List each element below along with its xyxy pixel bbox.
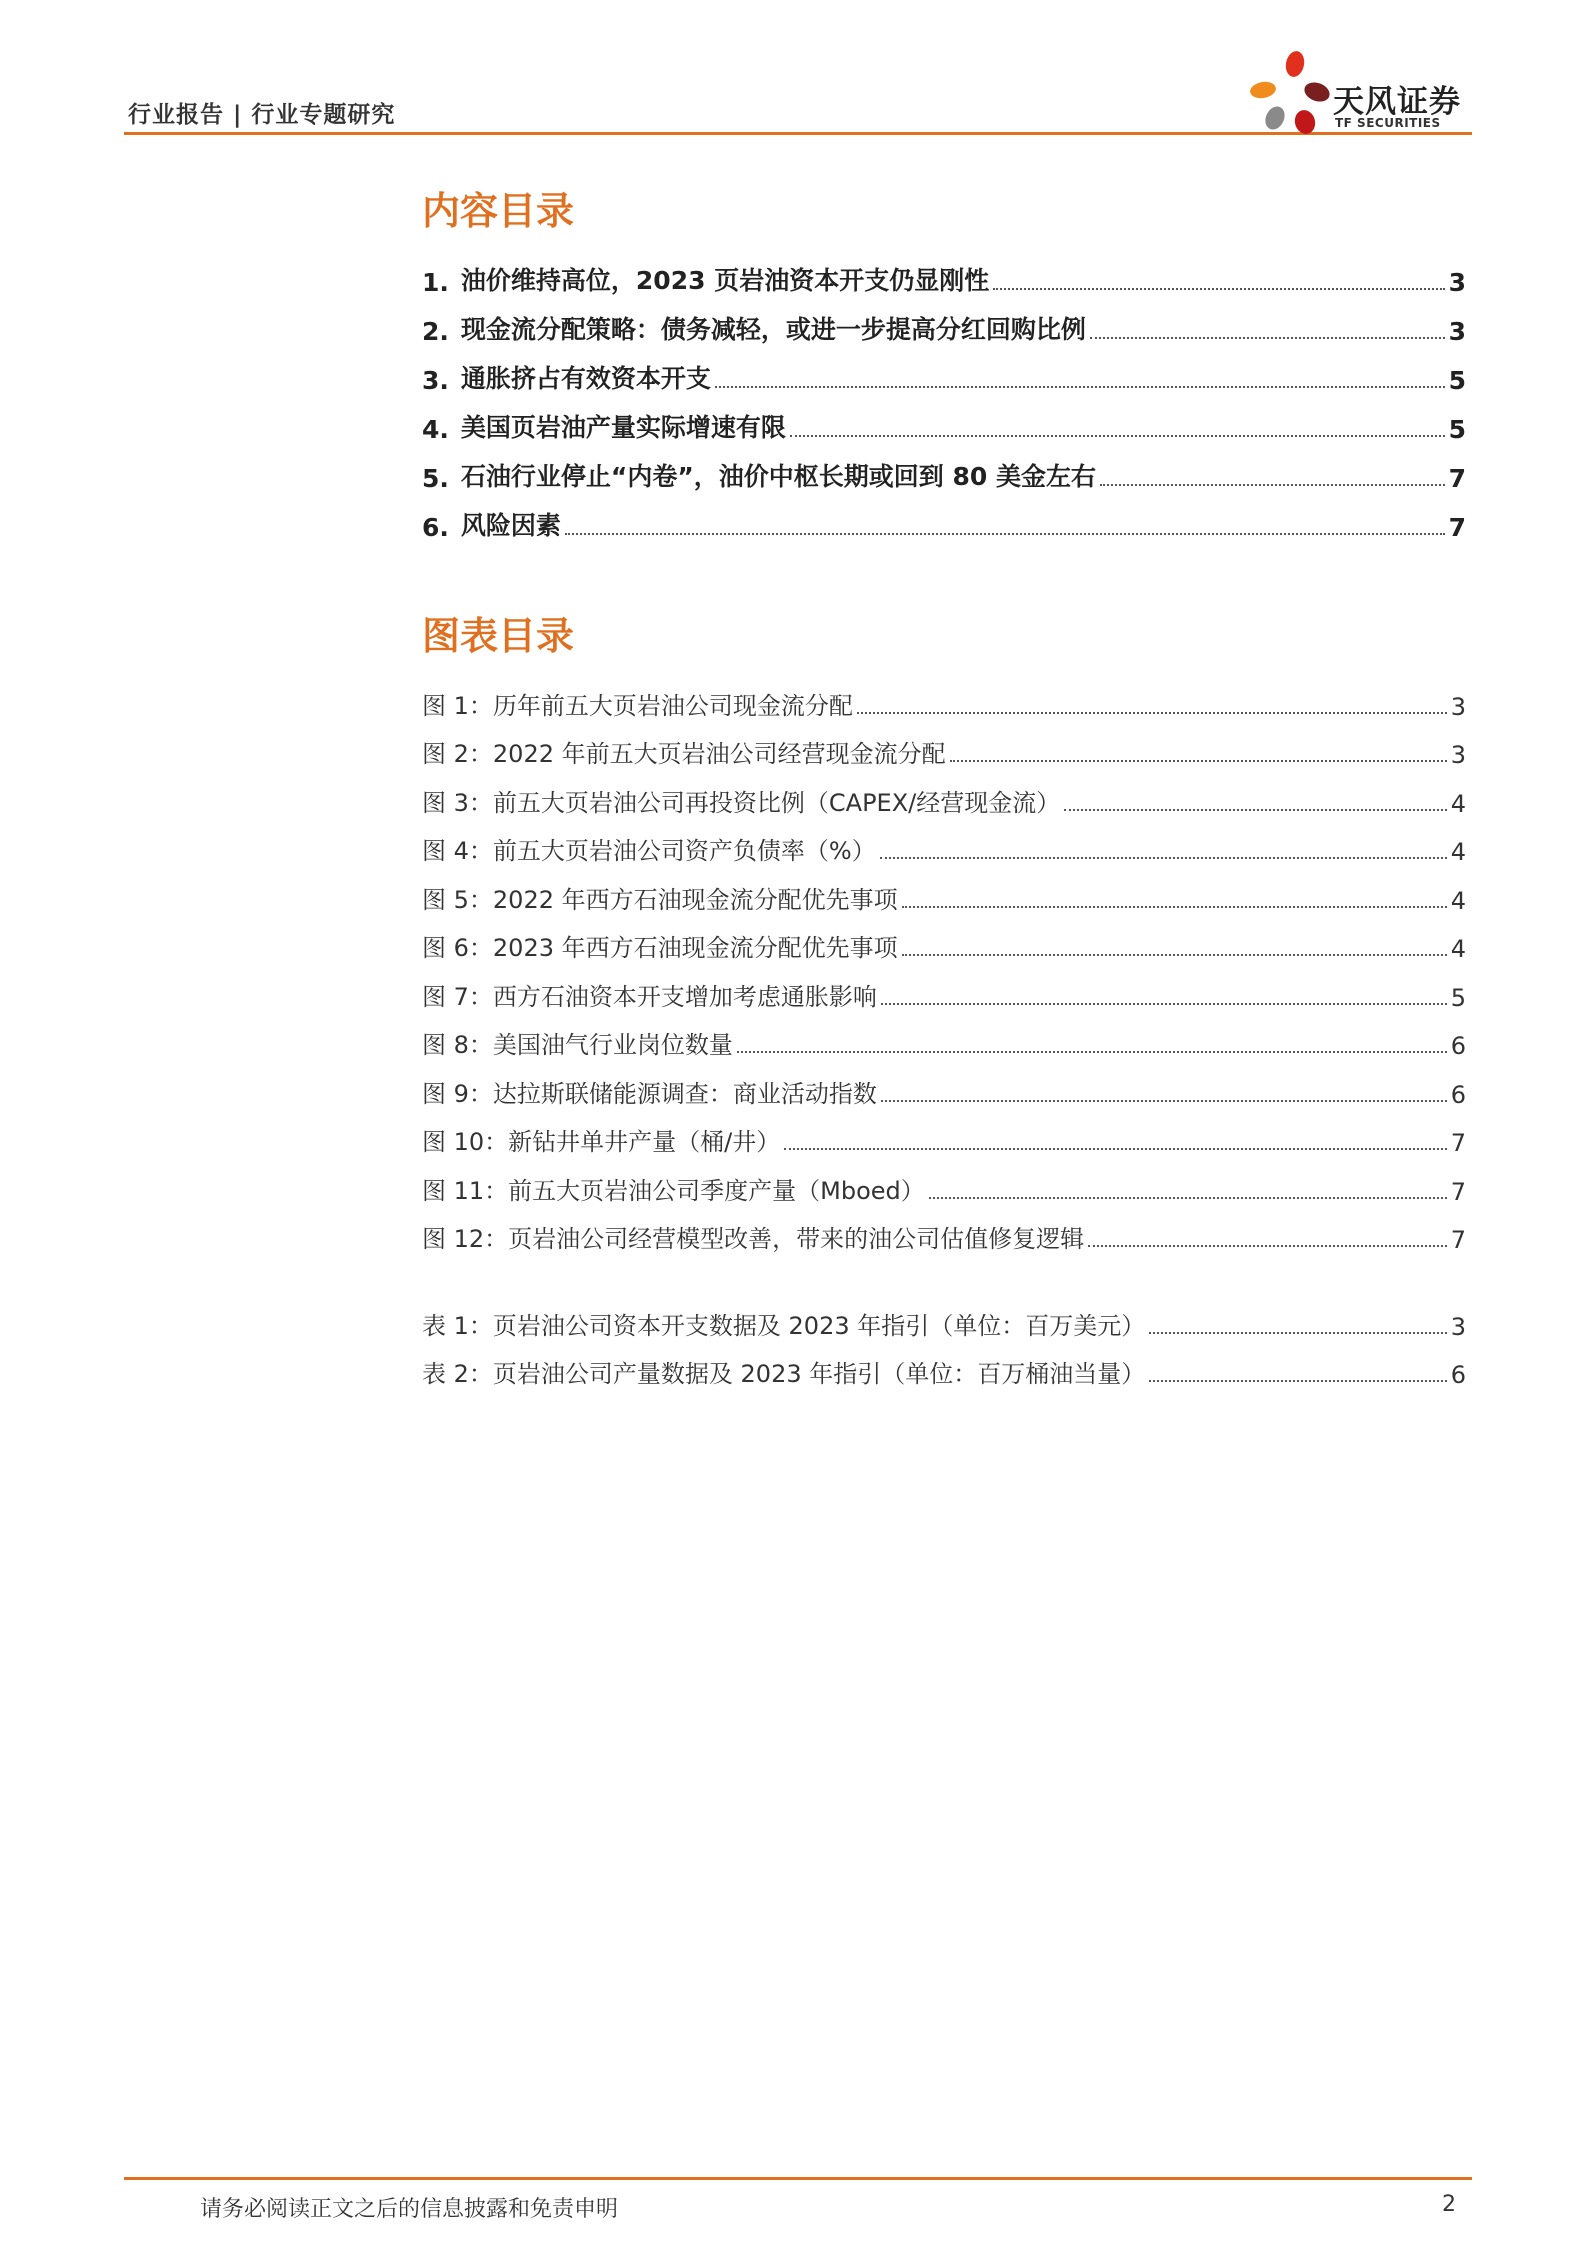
figure-entry-leader-dots [881, 1100, 1447, 1102]
footer-disclaimer: 请务必阅读正文之后的信息披露和免责申明 [200, 2197, 619, 2222]
figure-entry[interactable] [422, 915, 1466, 964]
toc-entry-page-number: 5 [1448, 366, 1466, 395]
company-logo [1245, 48, 1480, 140]
figure-entry-leader-dots [902, 954, 1447, 956]
figure-entry-page-number: 5 [1450, 983, 1466, 1012]
figure-entry-leader-dots [1088, 1245, 1447, 1247]
figure-entry-page-number: 7 [1450, 1226, 1466, 1254]
toc-entry-page-number: 7 [1448, 513, 1466, 542]
logo-petal-top [1283, 49, 1306, 78]
toc-entry-page-number: 3 [1448, 268, 1466, 297]
figure-entry-number: 图 3： [422, 788, 493, 817]
table-entry-page-number: 3 [1450, 1312, 1466, 1341]
figure-entry-number: 图 2： [422, 740, 493, 768]
logo-english-name: TF SECURITIES [1335, 116, 1441, 130]
figure-entry-title: 前五大页岩油公司资产负债率（%） [492, 837, 876, 865]
figure-entry[interactable] [422, 1109, 1466, 1158]
table-entry[interactable] [422, 1292, 1466, 1341]
table-entry-page-number: 6 [1450, 1361, 1466, 1389]
figure-entry-title: 美国油气行业岗位数量 [492, 1031, 733, 1059]
logo-petal-bottom-right [1292, 108, 1318, 136]
toc-entry-leader-dots [993, 288, 1444, 290]
figure-entry-leader-dots [880, 857, 1447, 859]
figure-entry-page-number: 7 [1450, 1129, 1466, 1157]
figure-entry-title: 2022 年西方石油现金流分配优先事项 [492, 885, 898, 914]
toc-entry[interactable] [422, 297, 1466, 346]
figure-entry-leader-dots [881, 1003, 1447, 1005]
figure-entry-title: 2023 年西方石油现金流分配优先事项 [492, 934, 898, 962]
toc-entry-title: 通胀挤占有效资本开支 [460, 364, 711, 393]
toc-entry-leader-dots [790, 435, 1445, 437]
toc-list [422, 248, 1466, 542]
toc-entry-number: 2. [422, 317, 449, 346]
figure-entry-page-number: 4 [1450, 789, 1466, 818]
figure-entry-title: 前五大页岩油公司再投资比例（CAPEX/经营现金流） [492, 788, 1061, 817]
table-entry-title: 页岩油公司产量数据及 2023 年指引（单位：百万桶油当量） [492, 1360, 1146, 1388]
logo-petal-bottom-left [1262, 103, 1288, 132]
figure-entry[interactable] [422, 1012, 1466, 1061]
figure-entry-number: 图 8： [422, 1031, 493, 1059]
figure-index-list [422, 672, 1466, 1254]
toc-entry-number: 5. [422, 464, 449, 493]
figure-entry[interactable] [422, 1157, 1466, 1206]
figure-entry-leader-dots [737, 1051, 1447, 1053]
figure-entry-title: 前五大页岩油公司季度产量（Mboed） [508, 1176, 925, 1205]
figure-entry-title: 新钻井单井产量（桶/井） [508, 1128, 781, 1156]
figure-entry[interactable] [422, 672, 1466, 721]
figure-entry[interactable] [422, 963, 1466, 1012]
figure-entry-title: 页岩油公司经营模型改善，带来的油公司估值修复逻辑 [508, 1225, 1085, 1253]
figure-index-title: 图表目录 [422, 614, 575, 658]
logo-petal-right [1302, 79, 1333, 105]
toc-entry-title: 美国页岩油产量实际增速有限 [460, 413, 786, 442]
toc-entry-number: 4. [422, 415, 449, 444]
figure-entry-number: 图 12： [422, 1225, 509, 1253]
figure-entry-page-number: 4 [1450, 886, 1466, 915]
figure-entry-title: 达拉斯联储能源调查：商业活动指数 [492, 1079, 877, 1108]
toc-entry-title: 风险因素 [460, 511, 561, 540]
toc-entry-title: 油价维持高位，2023 页岩油资本开支仍显刚性 [460, 266, 990, 295]
header-label: 行业报告 | 行业专题研究 [128, 102, 396, 128]
flower-logo-icon [1245, 48, 1335, 140]
figure-entry-title: 西方石油资本开支增加考虑通胀影响 [492, 982, 877, 1011]
figure-entry-page-number: 4 [1450, 838, 1466, 866]
footer-divider [124, 2177, 1472, 2180]
toc-entry-title: 石油行业停止“内卷”，油价中枢长期或回到 80 美金左右 [460, 462, 1096, 491]
figure-entry[interactable] [422, 1060, 1466, 1109]
toc-entry-number: 1. [422, 268, 449, 297]
figure-entry-page-number: 3 [1450, 692, 1466, 721]
toc-entry-page-number: 3 [1448, 317, 1466, 346]
toc-entry-number: 3. [422, 366, 449, 395]
toc-title: 内容目录 [422, 189, 575, 233]
figure-entry[interactable] [422, 818, 1466, 867]
figure-entry-leader-dots [950, 760, 1447, 762]
table-entry-number: 表 2： [422, 1360, 493, 1388]
figure-entry-page-number: 4 [1450, 935, 1466, 963]
table-entry-number: 表 1： [422, 1311, 493, 1340]
logo-petal-left [1249, 80, 1277, 100]
figure-entry[interactable] [422, 721, 1466, 770]
figure-entry-page-number: 7 [1450, 1177, 1466, 1206]
figure-entry-number: 图 6： [422, 934, 493, 962]
figure-entry-title: 历年前五大页岩油公司现金流分配 [492, 691, 853, 720]
figure-entry[interactable] [422, 1206, 1466, 1255]
figure-entry-number: 图 10： [422, 1128, 509, 1156]
toc-entry[interactable] [422, 248, 1466, 297]
toc-entry[interactable] [422, 346, 1466, 395]
logo-chinese-name: 天风证券 [1333, 84, 1461, 120]
figure-entry-number: 图 7： [422, 982, 493, 1011]
figure-entry-title: 2022 年前五大页岩油公司经营现金流分配 [492, 740, 946, 768]
figure-entry-number: 图 4： [422, 837, 493, 865]
figure-entry-page-number: 6 [1450, 1080, 1466, 1109]
figure-entry-number: 图 11： [422, 1176, 509, 1205]
figure-entry-leader-dots [1064, 809, 1446, 811]
toc-entry[interactable] [422, 444, 1466, 493]
figure-entry-leader-dots [784, 1148, 1446, 1150]
toc-entry-leader-dots [565, 533, 1445, 535]
figure-entry[interactable] [422, 769, 1466, 818]
toc-entry-page-number: 5 [1448, 415, 1466, 444]
table-index-list [422, 1292, 1466, 1389]
figure-entry-leader-dots [902, 906, 1447, 908]
figure-entry-leader-dots [929, 1197, 1447, 1199]
toc-entry[interactable] [422, 493, 1466, 542]
table-entry[interactable] [422, 1341, 1466, 1390]
figure-entry-number: 图 1： [422, 691, 493, 720]
toc-entry-title: 现金流分配策略：债务减轻，或进一步提高分红回购比例 [460, 315, 1086, 344]
table-entry-title: 页岩油公司资本开支数据及 2023 年指引（单位：百万美元） [492, 1311, 1146, 1340]
figure-entry-number: 图 9： [422, 1079, 493, 1108]
figure-entry-leader-dots [857, 712, 1447, 714]
toc-entry-number: 6. [422, 513, 449, 542]
toc-entry-leader-dots [1090, 337, 1445, 339]
toc-entry-leader-dots [1100, 484, 1445, 486]
toc-entry[interactable] [422, 395, 1466, 444]
page-number: 2 [1442, 2192, 1456, 2217]
figure-entry[interactable] [422, 866, 1466, 915]
figure-entry-page-number: 3 [1450, 741, 1466, 769]
toc-entry-page-number: 7 [1448, 464, 1466, 493]
figure-entry-page-number: 6 [1450, 1032, 1466, 1060]
table-entry-leader-dots [1149, 1332, 1446, 1334]
table-entry-leader-dots [1149, 1380, 1446, 1382]
toc-entry-leader-dots [715, 386, 1445, 388]
figure-entry-number: 图 5： [422, 885, 493, 914]
